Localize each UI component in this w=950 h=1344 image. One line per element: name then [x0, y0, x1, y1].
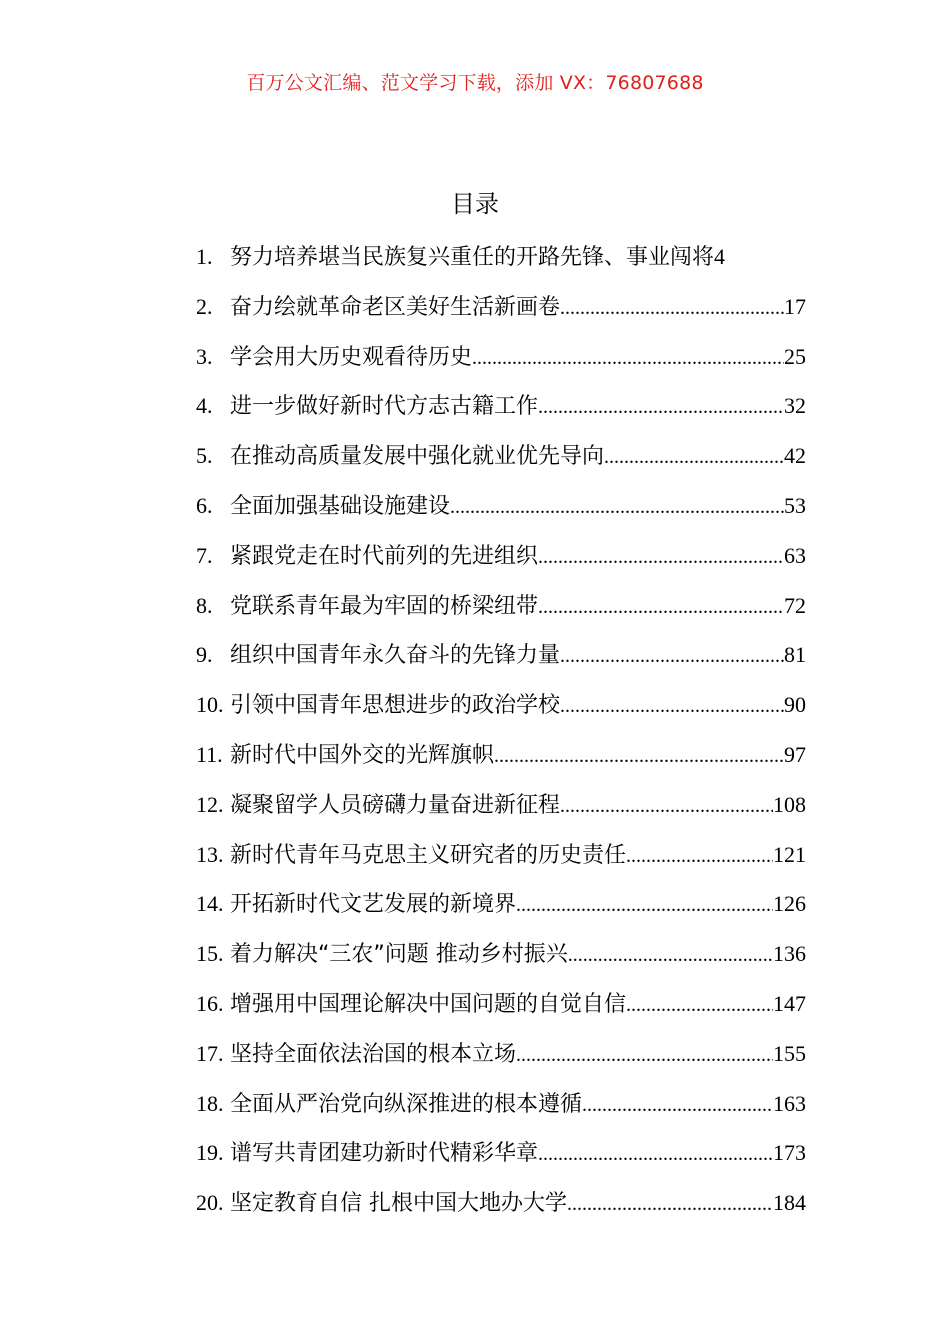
toc-leader-dots [538, 583, 784, 631]
toc-entry-page: 53 [784, 492, 806, 518]
toc-entry-8[interactable] [196, 581, 806, 631]
toc-title: 目录 [451, 190, 499, 218]
toc-entry-number: 20. [196, 1190, 224, 1216]
toc-entry-14[interactable] [196, 879, 806, 929]
toc-leader-dots [560, 284, 784, 332]
toc-entry-number: 11. [196, 741, 223, 767]
toc-entry-number: 12. [196, 791, 224, 817]
toc-entry-page: 97 [784, 741, 806, 767]
toc-entry-page: 72 [784, 592, 806, 618]
toc-entry-12[interactable] [196, 780, 806, 830]
toc-entry-6[interactable] [196, 481, 806, 531]
toc-entry-title: 坚定教育自信 扎根中国大地办大学 [230, 1191, 567, 1217]
toc-entry-19[interactable] [196, 1128, 806, 1178]
toc-entry-number: 14. [196, 891, 224, 917]
toc-entry-page: 17 [784, 293, 806, 319]
toc-entry-number: 13. [196, 841, 224, 867]
toc-entry-title: 凝聚留学人员磅礴力量奋进新征程 [230, 792, 561, 818]
toc-entry-number: 8. [196, 592, 213, 618]
toc-entry-title: 进一步做好新时代方志古籍工作 [230, 394, 539, 420]
toc-entry-16[interactable] [196, 979, 806, 1029]
toc-entry-2[interactable] [196, 282, 806, 332]
toc-leader-dots [626, 981, 773, 1029]
toc-leader-dots [568, 931, 773, 979]
toc-entry-4[interactable] [196, 381, 806, 431]
toc-entry-7[interactable] [196, 531, 806, 581]
toc-entry-5[interactable] [196, 431, 806, 481]
toc-entry-title: 开拓新时代文艺发展的新境界 [230, 892, 517, 918]
toc-entry-3[interactable] [196, 332, 806, 382]
toc-entry-number: 3. [196, 343, 213, 369]
toc-leader-dots [472, 334, 784, 382]
toc-leader-dots [516, 881, 773, 929]
toc-entry-number: 4. [196, 393, 213, 419]
toc-leader-dots [567, 1180, 773, 1228]
toc-entry-9[interactable] [196, 630, 806, 680]
toc-entry-page: 25 [784, 343, 806, 369]
toc-entry-10[interactable] [196, 680, 806, 730]
toc-entry-number: 16. [196, 990, 224, 1016]
toc-entry-1[interactable] [196, 232, 806, 282]
toc-entry-number: 17. [196, 1040, 224, 1066]
toc-leader-dots [516, 1031, 773, 1079]
toc-entry-number: 7. [196, 542, 213, 568]
toc-entry-number: 9. [196, 642, 213, 668]
toc-entry-11[interactable] [196, 730, 806, 780]
toc-entry-title: 奋力绘就革命老区美好生活新画卷 [230, 294, 561, 320]
toc-entry-number: 15. [196, 941, 224, 967]
toc-leader-dots [538, 383, 784, 431]
table-of-contents [196, 232, 806, 1228]
toc-entry-page: 184 [773, 1190, 806, 1216]
toc-entry-title: 党联系青年最为牢固的桥梁纽带 [230, 593, 539, 619]
toc-entry-number: 1. [196, 244, 213, 269]
toc-entry-number: 5. [196, 443, 213, 469]
toc-entry-title: 全面加强基础设施建设 [230, 493, 451, 519]
toc-entry-title: 新时代青年马克思主义研究者的历史责任 [230, 842, 627, 868]
toc-leader-dots [450, 483, 784, 531]
toc-entry-title: 谱写共青团建功新时代精彩华章 [230, 1141, 539, 1167]
toc-entry-title: 坚持全面依法治国的根本立场 [230, 1041, 517, 1067]
toc-entry-title: 学会用大历史观看待历史 [230, 344, 473, 370]
toc-entry-title: 全面从严治党向纵深推进的根本遵循 [230, 1091, 583, 1117]
toc-entry-title: 组织中国青年永久奋斗的先锋力量 [230, 643, 561, 669]
watermark-header: 百万公文汇编、范文学习下载，添加 VX：76807688 [246, 72, 704, 94]
toc-leader-dots [560, 632, 784, 680]
toc-entry-title: 增强用中国理论解决中国问题的自觉自信 [230, 991, 627, 1017]
toc-entry-number: 18. [196, 1090, 224, 1116]
toc-entry-page: 155 [773, 1040, 806, 1066]
toc-entry-title: 努力培养堪当民族复兴重任的开路先锋、事业闯将 [230, 245, 715, 270]
toc-entry-page: 4 [714, 244, 726, 269]
toc-entry-page: 147 [773, 990, 806, 1016]
toc-leader-dots [560, 782, 773, 830]
toc-entry-page: 121 [773, 841, 806, 867]
toc-entry-page: 126 [773, 891, 806, 917]
toc-leader-dots [494, 732, 784, 780]
toc-entry-page: 90 [784, 692, 806, 718]
toc-entry-title: 着力解决“三农”问题 推动乡村振兴 [230, 942, 568, 968]
toc-entry-page: 63 [784, 542, 806, 568]
toc-entry-15[interactable] [196, 929, 806, 979]
toc-entry-number: 10. [196, 692, 224, 718]
toc-leader-dots [538, 1130, 773, 1178]
toc-entry-page: 108 [773, 791, 806, 817]
toc-entry-13[interactable] [196, 830, 806, 880]
toc-entry-page: 163 [773, 1090, 806, 1116]
toc-entry-title: 引领中国青年思想进步的政治学校 [230, 693, 561, 719]
toc-leader-dots [582, 1081, 773, 1129]
toc-leader-dots [604, 433, 784, 481]
toc-leader-dots [626, 832, 773, 880]
toc-entry-18[interactable] [196, 1079, 806, 1129]
toc-entry-title: 在推动高质量发展中强化就业优先导向 [230, 444, 605, 470]
toc-entry-title: 新时代中国外交的光辉旗帜 [230, 742, 495, 768]
toc-entry-title: 紧跟党走在时代前列的先进组织 [230, 543, 539, 569]
toc-entry-number: 2. [196, 293, 213, 319]
toc-entry-number: 6. [196, 492, 213, 518]
toc-leader-dots [560, 682, 784, 730]
toc-entry-page: 173 [773, 1140, 806, 1166]
toc-entry-page: 81 [784, 642, 806, 668]
toc-entry-20[interactable] [196, 1178, 806, 1228]
toc-entry-page: 42 [784, 443, 806, 469]
toc-entry-17[interactable] [196, 1029, 806, 1079]
toc-entry-number: 19. [196, 1140, 224, 1166]
toc-leader-dots [538, 533, 784, 581]
toc-entry-page: 136 [773, 941, 806, 967]
toc-entry-page: 32 [784, 393, 806, 419]
